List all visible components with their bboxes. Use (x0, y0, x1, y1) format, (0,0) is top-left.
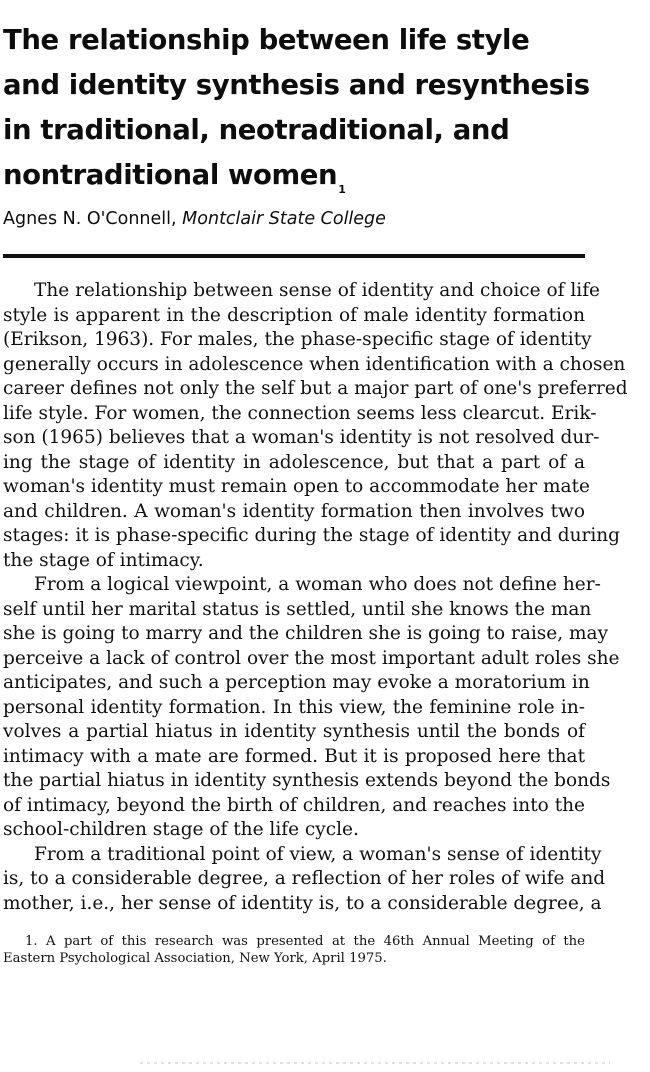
footnote-line: 1. A part of this research was presented at the 46th Annual Meeting of the (25, 934, 585, 949)
body-line: personal identity formation. In this view, the feminine role in- (3, 696, 585, 718)
footnote-marker: 1 (338, 183, 346, 196)
body-line: she is going to marry and the children she is going to raise, may (3, 623, 609, 644)
body-line: stages: it is phase-specific during the stage of identity and during (3, 525, 621, 546)
body-line: life style. For women, the connection seems less clearcut. Erik- (3, 402, 597, 424)
body-line: mother, i.e., her sense of identity is, to a considerable degree, a (3, 892, 602, 914)
body-line: volves a partial hiatus in identity synthesis until the bonds of (3, 721, 585, 742)
body-line: woman's identity must remain open to accommodate her mate (3, 476, 590, 497)
header-rule (3, 254, 585, 258)
scan-artifact (140, 1062, 610, 1064)
body-line: perceive a lack of control over the most important adult roles she (3, 647, 620, 669)
body-line: The relationship between sense of identity and choice of life (34, 280, 600, 301)
body-line: ing the stage of identity in adolescence, but that a part of a (3, 451, 585, 473)
article-title (3, 18, 603, 198)
author-byline (3, 206, 386, 232)
footnote (3, 933, 585, 967)
body-line: From a logical viewpoint, a woman who does not define her- (34, 574, 601, 595)
body-line: anticipates, and such a perception may evoke a moratorium in (3, 672, 590, 693)
title-last-line (3, 153, 603, 198)
author-affiliation: Montclair State College (182, 209, 386, 229)
body-line: the stage of intimacy. (3, 549, 204, 571)
body-line: of intimacy, beyond the birth of children, and reaches into the (3, 794, 585, 816)
footnote-line: Eastern Psychological Association, New York, April 1975. (3, 951, 387, 966)
body-line: (Erikson, 1963). For males, the phase-specific stage of identity (3, 329, 592, 350)
body-line: is, to a considerable degree, a reflection of her roles of wife and (3, 868, 606, 889)
body-line: school-children stage of the life cycle. (3, 819, 359, 840)
title-line: and identity synthesis and resynthesis (3, 69, 590, 101)
body-line: style is apparent in the description of male identity formation (3, 304, 585, 326)
title-line: in traditional, neotraditional, and (3, 114, 510, 146)
article-body (3, 279, 628, 916)
title-line: nontraditional women (3, 159, 338, 191)
body-line: the partial hiatus in identity synthesis extends beyond the bonds (3, 770, 611, 791)
body-line: From a traditional point of view, a woman's sense of identity (34, 843, 602, 865)
body-line: and children. A woman's identity formation then involves two (3, 500, 585, 522)
author-name: Agnes N. O'Connell, (3, 209, 177, 229)
title-line: The relationship between life style (3, 24, 530, 56)
body-line: intimacy with a mate are formed. But it is proposed here that (3, 745, 585, 767)
body-line: generally occurs in adolescence when identification with a chosen (3, 353, 626, 375)
body-line: self until her marital status is settled, until she knows the man (3, 598, 592, 620)
body-line: career defines not only the self but a major part of one's preferred (3, 378, 628, 399)
body-line: son (1965) believes that a woman's identity is not resolved dur- (3, 427, 600, 448)
